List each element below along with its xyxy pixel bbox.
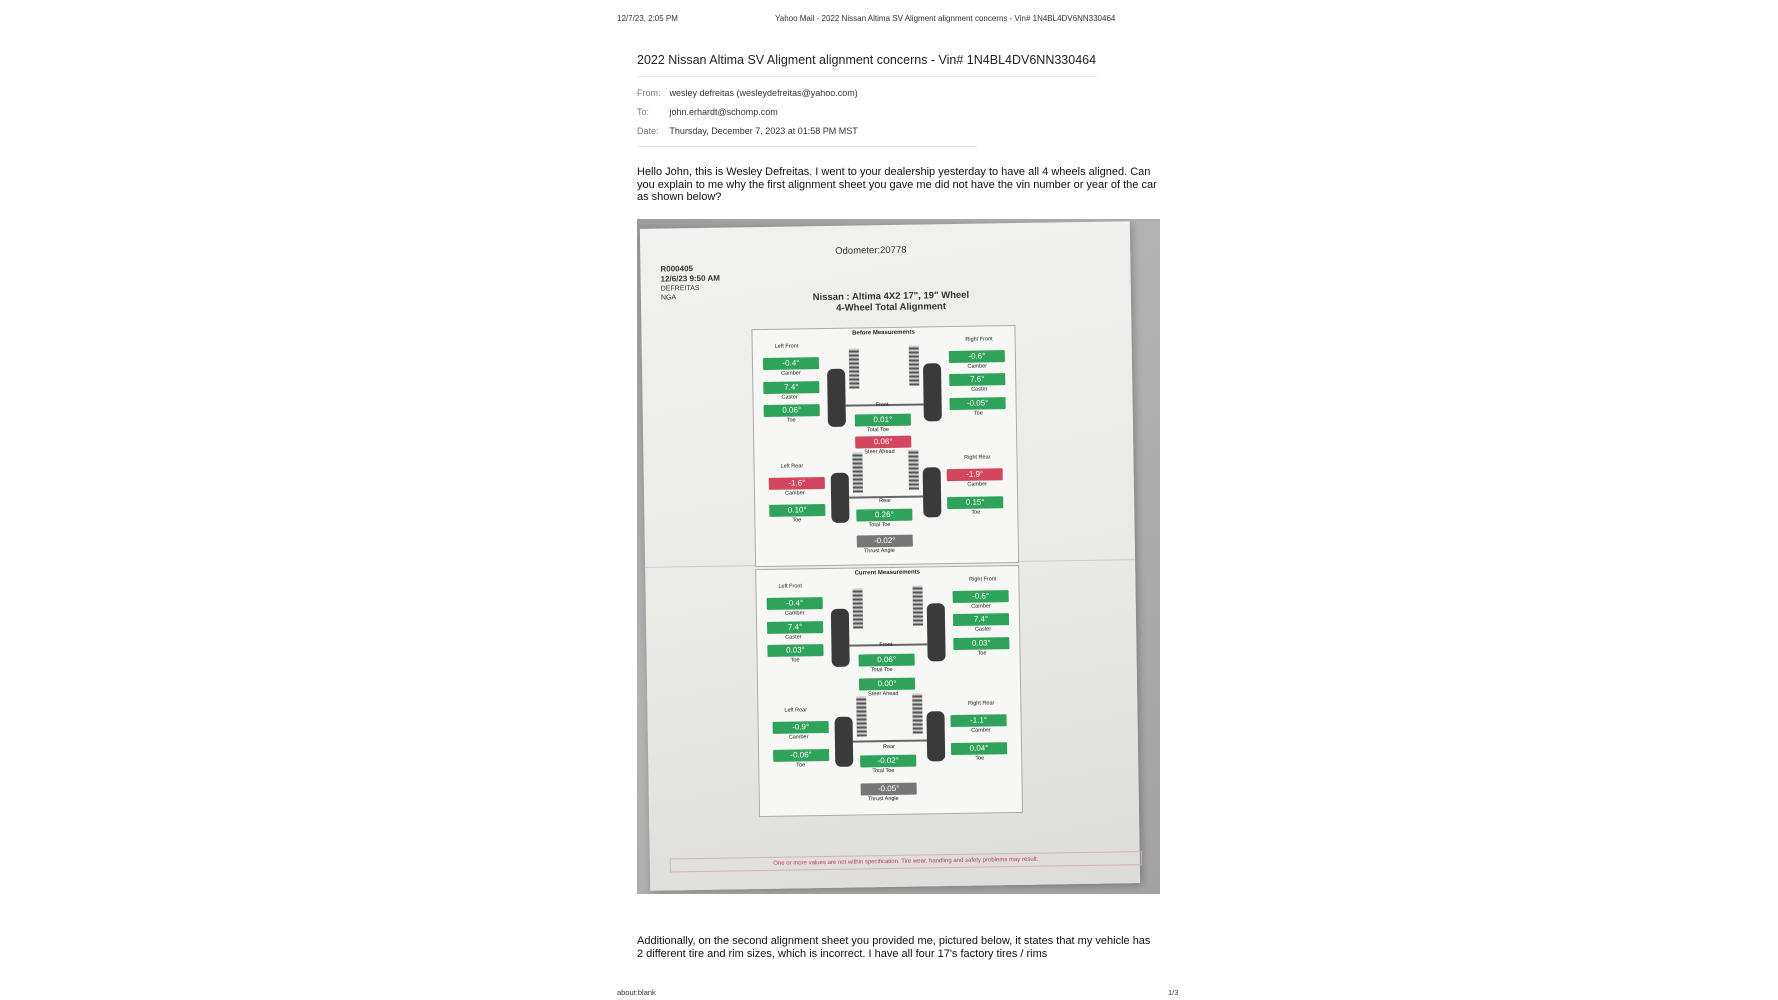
- print-footer-page: 1/3: [1168, 988, 1179, 997]
- current-rf-caster: 7.4°: [953, 613, 1009, 626]
- current-title: Current Measurements: [854, 569, 920, 577]
- spec-warning: One or more values are not within specification. Tire wear, handling and safety problems may result.: [670, 851, 1142, 872]
- current-rear-axle: [853, 739, 927, 742]
- to-row: [637, 107, 778, 117]
- before-rear-right-wheel: [923, 467, 942, 517]
- before-lf-camber: -0.4°: [763, 357, 819, 370]
- current-rr-camber-label: Camber: [971, 727, 991, 734]
- print-footer-url: about:blank: [617, 988, 656, 997]
- before-rf-caster-label: Caster: [971, 386, 988, 393]
- current-rr-camber: -1.1°: [951, 714, 1007, 727]
- current-rear-left-wheel: [835, 717, 854, 767]
- email-subject: 2022 Nissan Altima SV Aligment alignment concerns - Vin# 1N4BL4DV6NN330464: [637, 53, 1097, 67]
- customer-name: DEFREITAS: [660, 284, 700, 293]
- from-label: From:: [637, 88, 661, 98]
- current-rr-label: Right Rear: [967, 700, 995, 707]
- current-lf-caster: 7.4°: [767, 621, 823, 634]
- current-lf-toe: 0.03°: [767, 644, 823, 657]
- tech-code: NGA: [660, 294, 677, 302]
- before-rf-caster: 7.6°: [949, 373, 1005, 386]
- email-paragraph-1: Hello John, this is Wesley Defreitas. I went to your dealership yesterday to have all 4 wheels aligned. Can you explain to me why the first alignment sheet you gave me did not have the vin number or year of the car as shown below?: [637, 166, 1157, 203]
- current-rr-toe: 0.04°: [951, 742, 1007, 755]
- before-lr-camber: -1.6°: [769, 477, 825, 490]
- date-label: Date:: [637, 126, 659, 136]
- subject-divider: [637, 76, 1097, 77]
- print-header-title: Yahoo Mail - 2022 Nissan Altima SV Aligment alignment concerns - Vin# 1N4BL4DV6NN330464: [775, 14, 1116, 23]
- email-paragraph-2: Additionally, on the second alignment sheet you provided me, pictured below, it states that my vehicle has 2 different tire and rim sizes, which is incorrect. I have all four 17's factory tires / rims: [637, 935, 1151, 960]
- current-lf-camber: -0.4°: [767, 597, 823, 610]
- before-front-left-wheel: [827, 369, 846, 427]
- before-lr-toe-label: Toe: [792, 517, 802, 524]
- current-rf-camber: -0.6°: [953, 590, 1009, 603]
- before-lf-toe: 0.06°: [764, 404, 820, 417]
- before-front-left-strut: [849, 348, 860, 388]
- odometer: Odometer:20778: [835, 244, 907, 257]
- current-rf-caster-label: Caster: [974, 626, 992, 633]
- date-row: [637, 126, 858, 136]
- current-rear-right-wheel: [926, 711, 945, 761]
- before-lr-toe: 0.10°: [769, 504, 825, 517]
- current-lf-caster-label: Caster: [785, 634, 802, 641]
- before-rf-toe-label: Toe: [973, 410, 983, 417]
- to-value: john.erhardt@schomp.com: [669, 107, 778, 117]
- before-lf-label: Left Front: [774, 343, 799, 350]
- service-name: 4-Wheel Total Alignment: [836, 301, 947, 314]
- alignment-sheet: [640, 221, 1140, 891]
- current-front-label: Front: [879, 641, 893, 649]
- meta-divider: [637, 146, 977, 147]
- current-rear-right-strut: [912, 694, 923, 734]
- alignment-sheet-photo: [637, 219, 1160, 894]
- current-rf-toe-label: Toe: [977, 650, 987, 657]
- current-rear-left-strut: [856, 696, 867, 736]
- current-lr-label: Left Rear: [784, 707, 808, 714]
- before-rr-camber: -1.9°: [947, 468, 1003, 481]
- before-lf-caster: 7.4°: [763, 381, 819, 394]
- current-measurements-panel: [755, 565, 1023, 817]
- vehicle-spec: [791, 289, 991, 314]
- before-rear-right-strut: [908, 450, 919, 490]
- current-lr-toe: -0.06°: [773, 749, 829, 762]
- before-rear-left-wheel: [831, 473, 850, 523]
- before-lr-camber-label: Camber: [784, 490, 805, 497]
- before-rf-toe: -0.05°: [950, 397, 1006, 410]
- before-steer-ahead: 0.06°: [855, 436, 911, 449]
- before-front-right-strut: [909, 346, 920, 386]
- current-rear-total-toe-label: Total Toe: [872, 767, 895, 775]
- current-steer-ahead-label: Steer Ahead: [868, 690, 899, 698]
- current-front-right-strut: [912, 585, 923, 625]
- current-rf-label: Right Front: [969, 576, 997, 583]
- before-front-right-wheel: [923, 363, 942, 421]
- before-measurements-panel: [751, 325, 1019, 567]
- ro-datetime: 12/6/23 9:50 AM: [660, 273, 720, 284]
- to-label: To:: [637, 107, 650, 117]
- before-rr-toe: 0.15°: [947, 496, 1003, 509]
- current-rf-toe: 0.03°: [953, 637, 1009, 650]
- current-thrust-angle-label: Thrust Angle: [867, 795, 899, 803]
- current-lr-camber-label: Camber: [788, 734, 809, 741]
- current-lf-toe-label: Toe: [790, 657, 800, 664]
- from-row: [637, 88, 858, 98]
- before-rf-label: Right Front: [965, 336, 993, 343]
- current-lr-toe-label: Toe: [796, 762, 806, 769]
- before-rear-total-toe-label: Total Toe: [868, 521, 891, 529]
- before-rear-label: Rear: [879, 497, 892, 505]
- current-front-total-toe: 0.06°: [859, 654, 915, 667]
- before-rear-left-strut: [852, 452, 863, 492]
- from-value: wesley defreitas (wesleydefreitas@yahoo.com): [669, 88, 858, 98]
- current-lr-camber: -0.9°: [773, 721, 829, 734]
- ro-number: R000405: [660, 264, 694, 274]
- current-lf-label: Left Front: [778, 583, 803, 590]
- before-lr-label: Left Rear: [780, 463, 804, 470]
- current-lf-camber-label: Camber: [784, 610, 805, 617]
- before-lf-toe-label: Toe: [786, 417, 796, 424]
- current-rear-total-toe: -0.02°: [860, 755, 916, 768]
- before-front-label: Front: [875, 402, 889, 409]
- before-title: Before Measurements: [852, 329, 915, 337]
- current-front-total-toe-label: Total Toe: [870, 666, 893, 674]
- current-rr-toe-label: Toe: [975, 755, 985, 762]
- before-rf-camber-label: Camber: [967, 363, 988, 370]
- current-front-left-strut: [853, 588, 864, 628]
- before-thrust-angle: -0.02°: [857, 535, 913, 548]
- current-steer-ahead: 0.00°: [859, 678, 915, 691]
- print-header-datetime: 12/7/23, 2:05 PM: [617, 14, 678, 23]
- current-front-left-wheel: [831, 609, 850, 667]
- current-rear-label: Rear: [882, 743, 895, 751]
- before-front-total-toe: 0.01°: [855, 414, 911, 427]
- before-rr-label: Right Rear: [964, 454, 991, 461]
- before-lf-camber-label: Camber: [781, 370, 801, 377]
- before-lf-caster-label: Caster: [781, 394, 798, 401]
- current-front-right-wheel: [927, 603, 946, 661]
- before-rr-camber-label: Camber: [967, 481, 987, 488]
- before-thrust-angle-label: Thrust Angle: [863, 547, 895, 555]
- current-thrust-angle: -0.05°: [861, 783, 917, 796]
- vehicle-name: Nissan : Altima 4X2 17", 19" Wheel: [812, 289, 970, 304]
- before-rf-camber: -0.6°: [949, 350, 1005, 363]
- before-front-total-toe-label: Total Toe: [866, 427, 889, 434]
- date-value: Thursday, December 7, 2023 at 01:58 PM MST: [669, 126, 858, 136]
- current-rf-camber-label: Camber: [971, 603, 991, 610]
- before-rr-toe-label: Toe: [971, 509, 981, 516]
- before-steer-ahead-label: Steer Ahead: [864, 448, 895, 456]
- before-rear-total-toe: 0.26°: [856, 509, 912, 522]
